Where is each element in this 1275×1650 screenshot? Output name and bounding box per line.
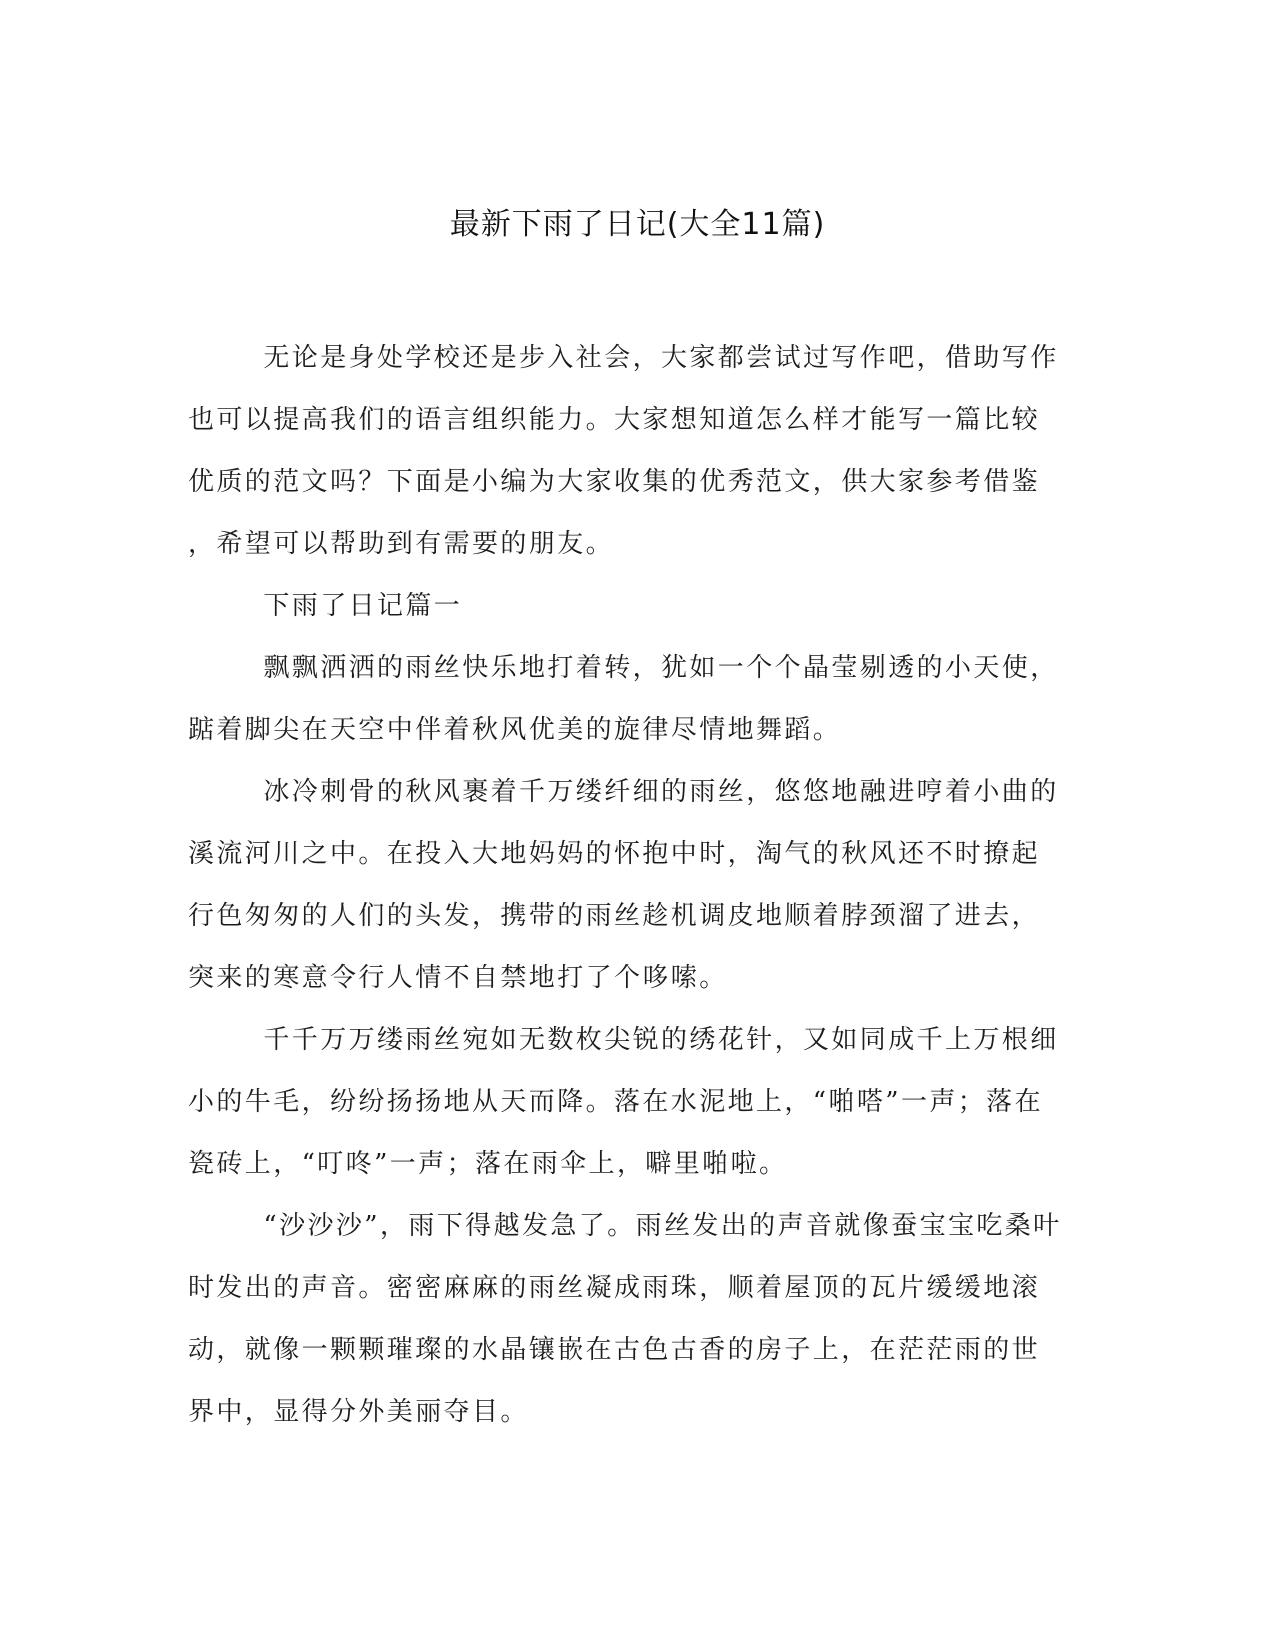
paragraph (188, 761, 1078, 1009)
section-heading (188, 575, 1078, 637)
paragraph (188, 1009, 1078, 1195)
text-line: ，希望可以帮助到有需要的朋友。 (188, 529, 615, 559)
section-heading-text: 下雨了日记篇一 (263, 591, 463, 621)
document-title: 最新下雨了日记(大全11篇) (449, 207, 826, 242)
text-line: 无论是身处学校还是步入社会，大家都尝试过写作吧，借助写作 (263, 343, 1059, 373)
text-line: 突来的寒意令行人情不自禁地打了个哆嗦。 (188, 963, 728, 993)
text-line: 千千万万缕雨丝宛如无数枚尖锐的绣花针，又如同成千上万根细 (263, 1025, 1059, 1055)
text-line: 时发出的声音。密密麻麻的雨丝凝成雨珠，顺着屋顶的瓦片缓缓地滚 (188, 1273, 1041, 1303)
text-line: 溪流河川之中。在投入大地妈妈的怀抱中时，淘气的秋风还不时撩起 (188, 839, 1041, 869)
text-line: 也可以提高我们的语言组织能力。大家想知道怎么样才能写一篇比较 (188, 405, 1041, 435)
text-line: 踮着脚尖在天空中伴着秋风优美的旋律尽情地舞蹈。 (188, 715, 842, 745)
text-line: 界中，显得分外美丽夺目。 (188, 1397, 529, 1427)
text-line: “沙沙沙”，雨下得越发急了。雨丝发出的声音就像蚕宝宝吃桑叶 (263, 1211, 1062, 1241)
text-line: 冰冷刺骨的秋风裹着千万缕纤细的雨丝，悠悠地融进哼着小曲的 (263, 777, 1059, 807)
paragraph (188, 637, 1078, 761)
text-line: 瓷砖上，“叮咚”一声；落在雨伞上，噼里啪啦。 (188, 1149, 788, 1179)
intro-paragraph (188, 327, 1078, 575)
text-line: 优质的范文吗？下面是小编为大家收集的优秀范文，供大家参考借鉴 (188, 467, 1041, 497)
text-line: 小的牛毛，纷纷扬扬地从天而降。落在水泥地上，“啪嗒”一声；落在 (188, 1087, 1043, 1117)
text-line: 动，就像一颗颗璀璨的水晶镶嵌在古色古香的房子上，在茫茫雨的世 (188, 1335, 1041, 1365)
paragraph (188, 1195, 1078, 1443)
text-line: 行色匆匆的人们的头发，携带的雨丝趁机调皮地顺着脖颈溜了进去， (188, 901, 1041, 931)
text-line: 飘飘洒洒的雨丝快乐地打着转，犹如一个个晶莹剔透的小天使， (263, 653, 1059, 683)
document-body (188, 327, 1078, 1443)
